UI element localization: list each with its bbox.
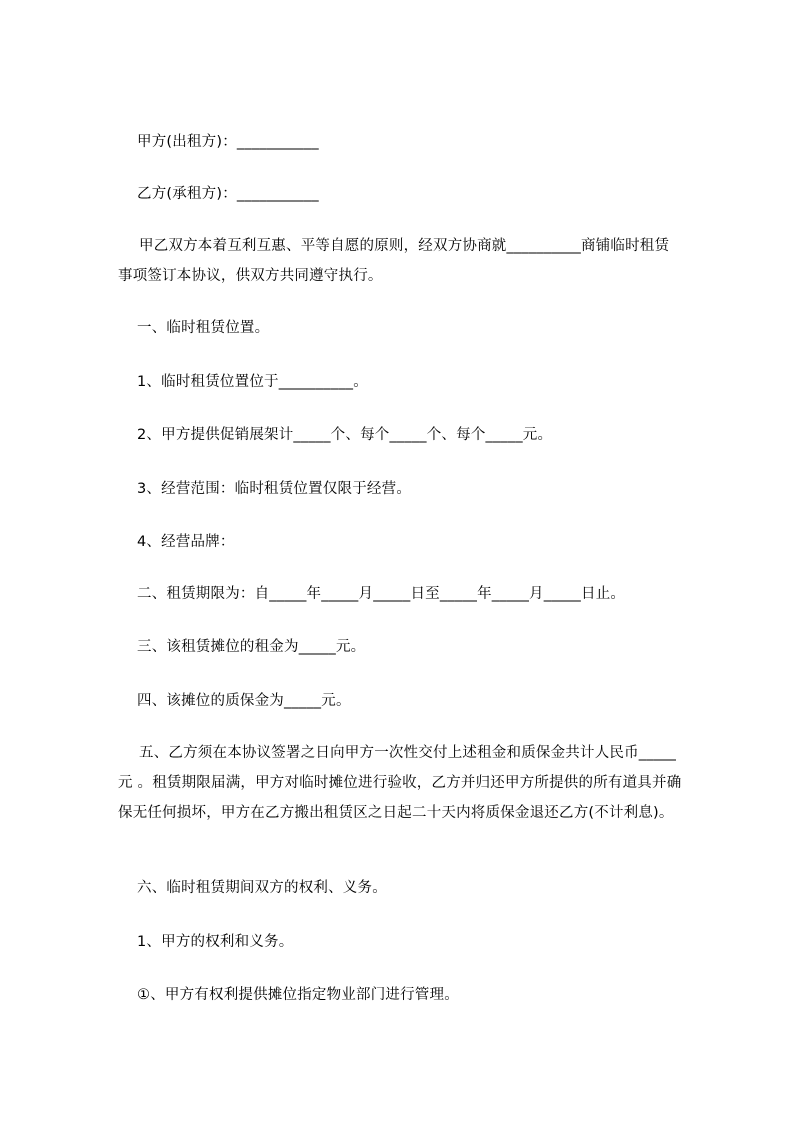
item-1-1: 1、临时租赁位置位于__________。 (137, 374, 368, 390)
item-1-4: 4、经营品牌： (137, 534, 235, 550)
section-3-rent: 三、该租赁摊位的租金为_____元。 (137, 639, 366, 655)
section-5-paragraph (118, 738, 683, 828)
section-4-deposit: 四、该摊位的质保金为_____元。 (137, 693, 351, 709)
item-6-1: 1、甲方的权利和义务。 (137, 934, 294, 950)
intro-text: 甲乙双方本着互利互惠、平等自愿的原则，经双方协商就__________商铺临时租赁事项签订本协议，供双方共同遵守执行。 (118, 238, 670, 284)
section-5-text: 五、乙方须在本协议签署之日向甲方一次性交付上述租金和质保金共计人民币_____元 。租赁期限届满，甲方对临时摊位进行验收，乙方并归还甲方所提供的所有道具并确保无任何损坏，甲方在乙方搬出租赁区之日起二十天内将质保金退还乙方(不计利息)。 (118, 745, 682, 821)
section-1-heading: 一、临时租赁位置。 (137, 320, 270, 336)
party-b-line: 乙方(承租方)：___________ (137, 186, 319, 202)
party-a-line: 甲方(出租方)：___________ (137, 134, 319, 150)
item-1-3: 3、经营范围：临时租赁位置仅限于经营。 (137, 481, 412, 497)
item-1-2: 2、甲方提供促销展架计_____个、每个_____个、每个_____元。 (137, 427, 553, 443)
item-6-1-1: ①、甲方有权利提供摊位指定物业部门进行管理。 (137, 987, 459, 1003)
section-2-term: 二、租赁期限为：自_____年_____月_____日至_____年_____月_____日止。 (137, 586, 626, 602)
intro-paragraph (118, 231, 678, 291)
section-6-heading: 六、临时租赁期间双方的权利、义务。 (137, 880, 387, 896)
